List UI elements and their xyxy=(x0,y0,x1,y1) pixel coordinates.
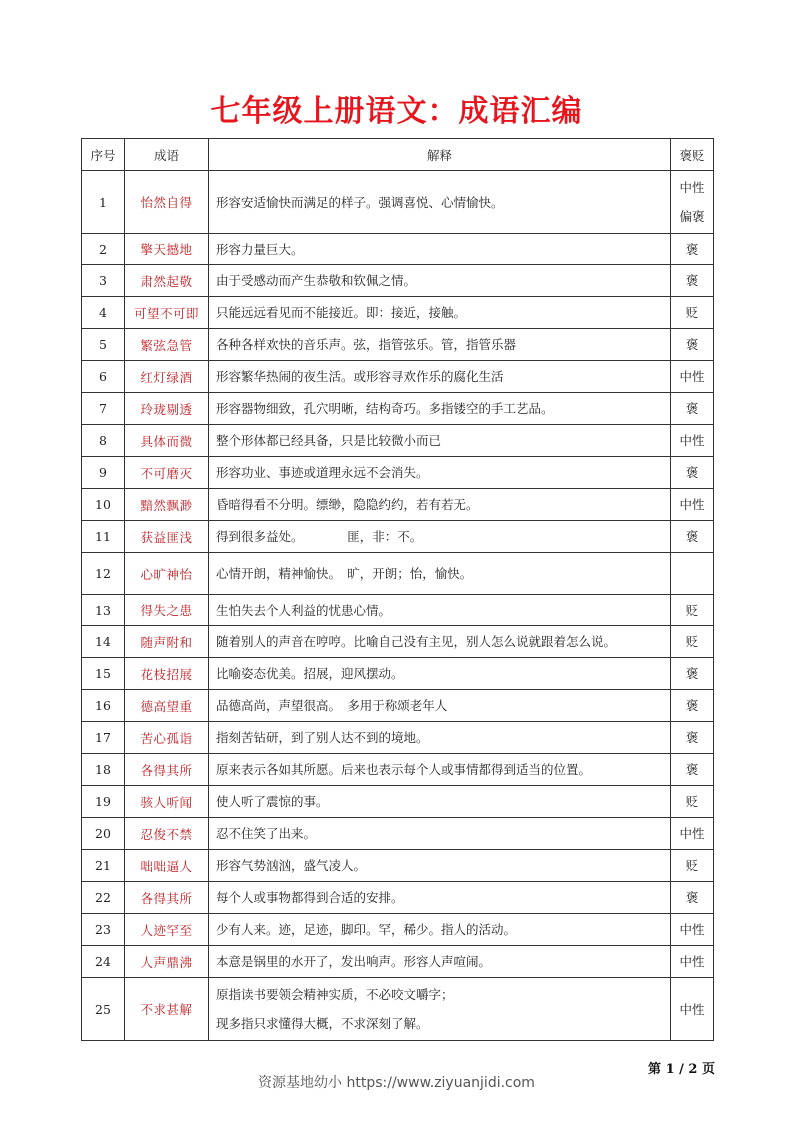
explanation-line: 形容功业、事迹或道理永远不会消失。 xyxy=(216,465,429,480)
tone-cell xyxy=(671,457,714,489)
table-row xyxy=(82,786,714,818)
idiom-table xyxy=(81,138,714,1041)
explanation-line: 比喻姿态优美。招展，迎风摆动。 xyxy=(216,666,404,681)
idiom-cell: 可望不可即 xyxy=(125,297,209,329)
explanation-cell xyxy=(209,521,671,553)
tone-label: 贬 xyxy=(685,794,699,809)
header-tone: 褒贬 xyxy=(671,139,714,171)
idiom-cell: 苦心孤诣 xyxy=(125,722,209,754)
row-number: 17 xyxy=(82,722,125,754)
explanation-line: 指刻苦钻研，到了别人达不到的境地。 xyxy=(216,730,429,745)
explanation-cell xyxy=(209,234,671,265)
table-row xyxy=(82,361,714,393)
idiom-cell: 花枝招展 xyxy=(125,658,209,690)
site-watermark: 资源基地幼小 https://www.ziyuanjidi.com xyxy=(258,1075,535,1091)
row-number: 20 xyxy=(82,818,125,850)
tone-cell xyxy=(671,914,714,946)
idiom-cell: 得失之患 xyxy=(125,595,209,626)
tone-cell xyxy=(671,786,714,818)
tone-label: 褒 xyxy=(685,762,699,777)
idiom-cell: 红灯绿酒 xyxy=(125,361,209,393)
idiom-cell: 咄咄逼人 xyxy=(125,850,209,882)
explanation-line: 现多指只求懂得大概，不求深刻了解。 xyxy=(216,1016,429,1031)
idiom-cell: 人声鼎沸 xyxy=(125,946,209,978)
explanation-line: 昏暗得看不分明。缥缈，隐隐约约，若有若无。 xyxy=(216,497,479,512)
idiom-cell: 肃然起敬 xyxy=(125,265,209,297)
tone-cell xyxy=(671,946,714,978)
tone-cell xyxy=(671,521,714,553)
explanation-line: 本意是锅里的水开了，发出响声。形容人声喧闹。 xyxy=(216,954,492,969)
idiom-cell: 繁弦急管 xyxy=(125,329,209,361)
tone-cell xyxy=(671,171,714,234)
explanation-cell xyxy=(209,361,671,393)
table-row xyxy=(82,914,714,946)
row-number: 10 xyxy=(82,489,125,521)
row-number: 23 xyxy=(82,914,125,946)
idiom-cell: 获益匪浅 xyxy=(125,521,209,553)
explanation-line: 少有人来。迹，足迹，脚印。罕，稀少。指人的活动。 xyxy=(216,922,517,937)
explanation-cell xyxy=(209,297,671,329)
explanation-line: 各种各样欢快的音乐声。弦，指管弦乐。管，指管乐器 xyxy=(216,337,517,352)
header-explanation: 解释 xyxy=(209,139,671,171)
idiom-cell: 擎天撼地 xyxy=(125,234,209,265)
explanation-line: 得到很多益处。 匪，非：不。 xyxy=(216,529,423,544)
header-idiom: 成语 xyxy=(125,139,209,171)
explanation-cell xyxy=(209,818,671,850)
table-row xyxy=(82,329,714,361)
explanation-cell xyxy=(209,626,671,658)
explanation-cell xyxy=(209,658,671,690)
explanation-line: 原指读书要领会精神实质，不必咬文嚼字； xyxy=(216,987,454,1002)
tone-cell xyxy=(671,553,714,595)
explanation-cell xyxy=(209,882,671,914)
tone-label: 褒 xyxy=(685,666,699,681)
row-number: 11 xyxy=(82,521,125,553)
explanation-cell xyxy=(209,171,671,234)
explanation-line: 心情开朗，精神愉快。 旷，开朗；怡，愉快。 xyxy=(216,566,473,581)
idiom-cell: 随声附和 xyxy=(125,626,209,658)
table-row xyxy=(82,818,714,850)
tone-cell xyxy=(671,361,714,393)
table-row xyxy=(82,521,714,553)
row-number: 24 xyxy=(82,946,125,978)
tone-cell xyxy=(671,626,714,658)
row-number: 8 xyxy=(82,425,125,457)
idiom-cell: 各得其所 xyxy=(125,882,209,914)
table-row xyxy=(82,850,714,882)
explanation-line: 由于受感动而产生恭敬和钦佩之情。 xyxy=(216,273,417,288)
explanation-cell xyxy=(209,690,671,722)
row-number: 13 xyxy=(82,595,125,626)
table-row xyxy=(82,457,714,489)
table-row xyxy=(82,553,714,595)
row-number: 5 xyxy=(82,329,125,361)
idiom-cell: 骇人听闻 xyxy=(125,786,209,818)
tone-cell xyxy=(671,690,714,722)
header-number: 序号 xyxy=(82,139,125,171)
idiom-cell: 人迹罕至 xyxy=(125,914,209,946)
table-row xyxy=(82,425,714,457)
tone-label: 贬 xyxy=(685,305,699,320)
tone-cell xyxy=(671,722,714,754)
explanation-cell xyxy=(209,754,671,786)
table-row xyxy=(82,882,714,914)
tone-label: 褒 xyxy=(685,401,699,416)
table-row xyxy=(82,658,714,690)
tone-label: 贬 xyxy=(685,634,699,649)
page-number: 第 1 / 2 页 xyxy=(648,1062,715,1077)
tone-label: 褒 xyxy=(685,465,699,480)
explanation-cell xyxy=(209,457,671,489)
idiom-cell: 不求甚解 xyxy=(125,978,209,1041)
row-number: 1 xyxy=(82,171,125,234)
table-row xyxy=(82,265,714,297)
idiom-cell: 玲珑剔透 xyxy=(125,393,209,425)
row-number: 2 xyxy=(82,234,125,265)
tone-label: 中性 xyxy=(679,497,705,512)
tone-label: 中性 xyxy=(679,433,705,448)
tone-label: 贬 xyxy=(685,858,699,873)
idiom-cell: 忍俊不禁 xyxy=(125,818,209,850)
explanation-line: 只能远远看见而不能接近。即：接近，接触。 xyxy=(216,305,467,320)
row-number: 6 xyxy=(82,361,125,393)
tone-cell xyxy=(671,489,714,521)
document-title: 七年级上册语文：成语汇编 xyxy=(210,94,583,129)
explanation-cell xyxy=(209,393,671,425)
table-row xyxy=(82,754,714,786)
explanation-cell xyxy=(209,978,671,1041)
explanation-line: 使人听了震惊的事。 xyxy=(216,794,329,809)
tone-label: 贬 xyxy=(685,602,699,618)
table-row xyxy=(82,393,714,425)
table-row xyxy=(82,297,714,329)
tone-cell xyxy=(671,978,714,1041)
table-row xyxy=(82,722,714,754)
table-row xyxy=(82,234,714,265)
explanation-cell xyxy=(209,489,671,521)
explanation-line: 形容气势汹汹，盛气凌人。 xyxy=(216,858,367,873)
explanation-line: 形容繁华热闹的夜生活。或形容寻欢作乐的腐化生活 xyxy=(216,369,504,384)
explanation-cell xyxy=(209,553,671,595)
tone-cell xyxy=(671,425,714,457)
row-number: 25 xyxy=(82,978,125,1041)
tone-cell xyxy=(671,265,714,297)
tone-label: 褒 xyxy=(685,698,699,713)
tone-label: 褒 xyxy=(685,890,699,905)
table-row xyxy=(82,626,714,658)
idiom-cell: 德高望重 xyxy=(125,690,209,722)
tone-label: 褒 xyxy=(685,273,699,288)
explanation-cell xyxy=(209,425,671,457)
table-row xyxy=(82,489,714,521)
row-number: 4 xyxy=(82,297,125,329)
tone-label: 中性 xyxy=(679,1001,705,1017)
idiom-cell: 各得其所 xyxy=(125,754,209,786)
row-number: 12 xyxy=(82,553,125,595)
explanation-cell xyxy=(209,946,671,978)
row-number: 16 xyxy=(82,690,125,722)
tone-cell xyxy=(671,818,714,850)
tone-cell xyxy=(671,882,714,914)
explanation-line: 每个人或事物都得到合适的安排。 xyxy=(216,890,404,905)
tone-label: 中性 xyxy=(679,180,705,195)
tone-label: 褒 xyxy=(685,241,699,257)
explanation-cell xyxy=(209,595,671,626)
tone-label: 偏褒 xyxy=(679,209,705,224)
tone-cell xyxy=(671,658,714,690)
row-number: 14 xyxy=(82,626,125,658)
idiom-cell: 怡然自得 xyxy=(125,171,209,234)
table-row xyxy=(82,595,714,626)
explanation-cell xyxy=(209,722,671,754)
row-number: 21 xyxy=(82,850,125,882)
explanation-line: 形容器物细致，孔穴明晰，结构奇巧。多指镂空的手工艺品。 xyxy=(216,401,554,416)
explanation-line: 形容安适愉快而满足的样子。强调喜悦、心情愉快。 xyxy=(216,194,504,210)
tone-cell xyxy=(671,754,714,786)
explanation-cell xyxy=(209,914,671,946)
explanation-line: 生怕失去个人利益的忧患心情。 xyxy=(216,602,392,618)
idiom-cell: 具体而微 xyxy=(125,425,209,457)
idiom-cell: 黯然飘渺 xyxy=(125,489,209,521)
row-number: 3 xyxy=(82,265,125,297)
idiom-cell: 心旷神怡 xyxy=(125,553,209,595)
explanation-line: 随着别人的声音在哼哼。比喻自己没有主见，别人怎么说就跟着怎么说。 xyxy=(216,634,617,649)
explanation-cell xyxy=(209,265,671,297)
table-header-row xyxy=(82,139,714,171)
tone-cell xyxy=(671,329,714,361)
tone-label: 中性 xyxy=(679,826,705,841)
explanation-cell xyxy=(209,786,671,818)
explanation-cell xyxy=(209,850,671,882)
idiom-cell: 不可磨灭 xyxy=(125,457,209,489)
tone-label: 褒 xyxy=(685,529,699,544)
explanation-line: 原来表示各如其所愿。后来也表示每个人或事情都得到适当的位置。 xyxy=(216,762,592,777)
explanation-cell xyxy=(209,329,671,361)
row-number: 19 xyxy=(82,786,125,818)
table-row xyxy=(82,978,714,1041)
explanation-line: 整个形体都已经具备，只是比较微小而已 xyxy=(216,433,442,448)
table-row xyxy=(82,690,714,722)
explanation-line: 忍不住笑了出来。 xyxy=(216,826,317,841)
explanation-line: 品德高尚，声望很高。 多用于称颂老年人 xyxy=(216,698,448,713)
tone-label: 中性 xyxy=(679,369,705,384)
row-number: 7 xyxy=(82,393,125,425)
row-number: 15 xyxy=(82,658,125,690)
row-number: 9 xyxy=(82,457,125,489)
tone-cell xyxy=(671,850,714,882)
tone-cell xyxy=(671,297,714,329)
tone-label: 中性 xyxy=(679,954,705,969)
tone-cell xyxy=(671,234,714,265)
tone-cell xyxy=(671,595,714,626)
tone-label: 褒 xyxy=(685,337,699,352)
table-row xyxy=(82,171,714,234)
tone-label: 中性 xyxy=(679,922,705,937)
row-number: 18 xyxy=(82,754,125,786)
row-number: 22 xyxy=(82,882,125,914)
explanation-line: 形容力量巨大。 xyxy=(216,241,304,257)
table-row xyxy=(82,946,714,978)
tone-label: 褒 xyxy=(685,730,699,745)
tone-cell xyxy=(671,393,714,425)
